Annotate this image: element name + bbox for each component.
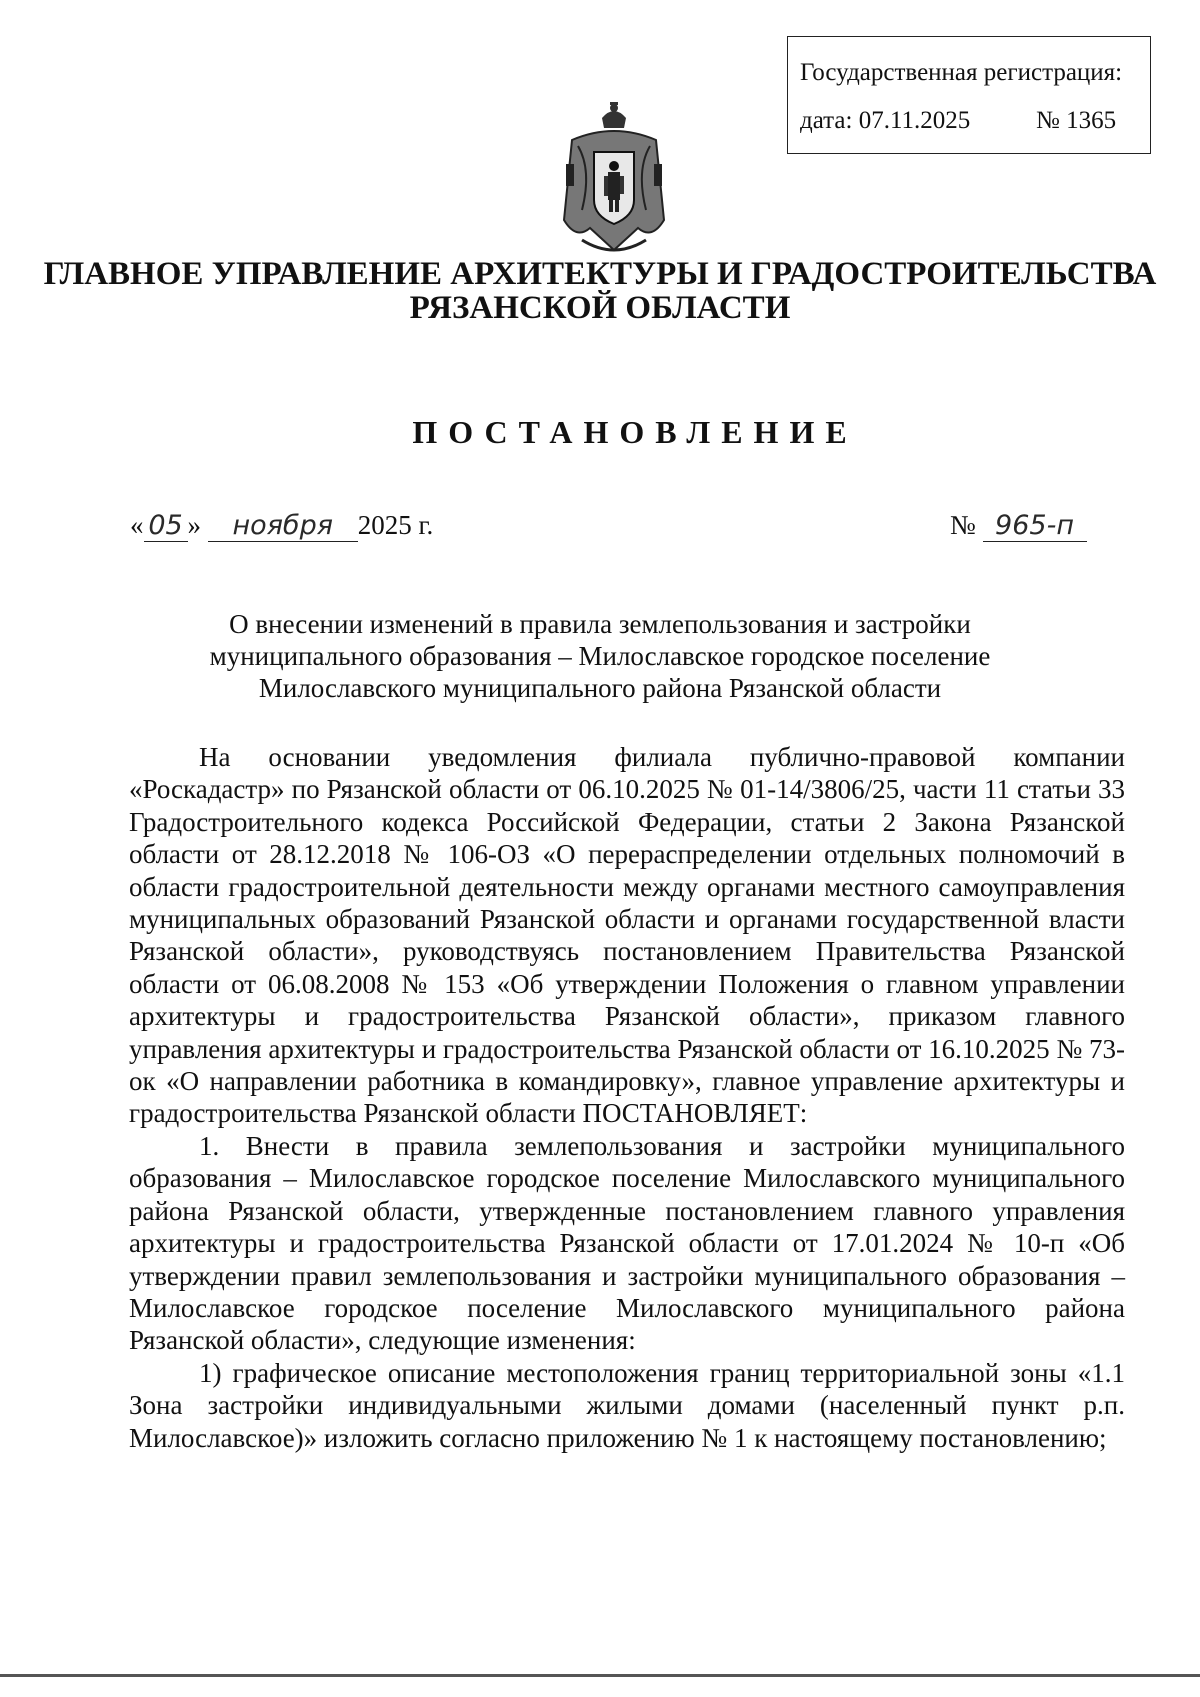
registration-label: Государственная регистрация: bbox=[800, 59, 1123, 86]
coat-of-arms-svg bbox=[552, 100, 676, 260]
registration-number: № 1365 bbox=[1036, 107, 1117, 134]
subitem-1-paragraph: 1) графическое описание местоположения границ территориальной зоны «1.1 Зона застройки индивидуальными жилыми домами (населенный пункт р.п. Милославское)» изложить согласно приложению № 1 к настоящему постановлению; bbox=[129, 1357, 1125, 1453]
number-prefix: № bbox=[950, 510, 976, 540]
item-1-paragraph: 1. Внести в правила землепользования и застройки муниципального образования – Милославское городское поселение Милославского муниципального района Рязанской области, утвержденные постановлением главного управления архитектуры и градостроительства Рязанской области от 17.01.2024 № 10-п «Об утверждении правил землепользования и застройки муниципального образования – Милославское городское поселение Милославского муниципального района Рязанской области», следующие изменения: bbox=[129, 1130, 1125, 1356]
date-day: 05 bbox=[144, 510, 188, 542]
subject-line3: Милославского муниципального района Рязанской области bbox=[258, 673, 942, 703]
subject-line1: О внесении изменений в правила землепользования и застройки bbox=[229, 609, 971, 639]
document-number bbox=[950, 510, 1087, 542]
date-year: 2025 г. bbox=[357, 510, 434, 540]
registration-date: дата: 07.11.2025 bbox=[800, 107, 971, 134]
document-type-title: ПОСТАНОВЛЕНИЕ bbox=[412, 414, 858, 450]
document-body bbox=[129, 741, 1125, 1454]
document-date bbox=[130, 510, 433, 542]
crown-shape bbox=[602, 111, 626, 128]
date-month: ноября bbox=[208, 510, 358, 542]
subject-line2: муниципального образования – Милославское городское поселение bbox=[209, 641, 991, 671]
page-bottom-border bbox=[0, 1674, 1200, 1677]
number-value: 965-п bbox=[983, 510, 1087, 542]
document-subject bbox=[150, 608, 1050, 704]
date-open-quote: « bbox=[130, 510, 144, 540]
coat-of-arms-icon bbox=[552, 100, 676, 260]
registration-stamp bbox=[787, 36, 1151, 154]
organization-name-line2: РЯЗАНСКОЙ ОБЛАСТИ bbox=[409, 290, 791, 326]
organization-name-line1: ГЛАВНОЕ УПРАВЛЕНИЕ АРХИТЕКТУРЫ И ГРАДОСТРОИТЕЛЬСТВА bbox=[43, 256, 1157, 292]
date-close-quote: » bbox=[187, 510, 201, 540]
preamble-paragraph: На основании уведомления филиала публично-правовой компании «Роскадастр» по Рязанской области от 06.10.2025 № 01-14/3806/25, части 11 статьи 33 Градостроительного кодекса Российской Федерации, статьи 2 Закона Рязанской области от 28.12.2018 № 106-ОЗ «О перераспределении отдельных полномочий в области градостроительной деятельности между органами местного самоуправления муниципальных образований Рязанской области и органами государственной власти Рязанской области», руководствуясь постановлением Правительства Рязанской области от 06.08.2008 № 153 «Об утверждении Положения о главном управлении архитектуры и градостроительства Рязанской области», приказом главного управления архитектуры и градостроительства Рязанской области от 16.10.2025 № 73-ок «О направлении работника в командировку», главное управление архитектуры и градостроительства Рязанской области ПОСТАНОВЛЯЕТ: bbox=[129, 742, 1125, 1129]
